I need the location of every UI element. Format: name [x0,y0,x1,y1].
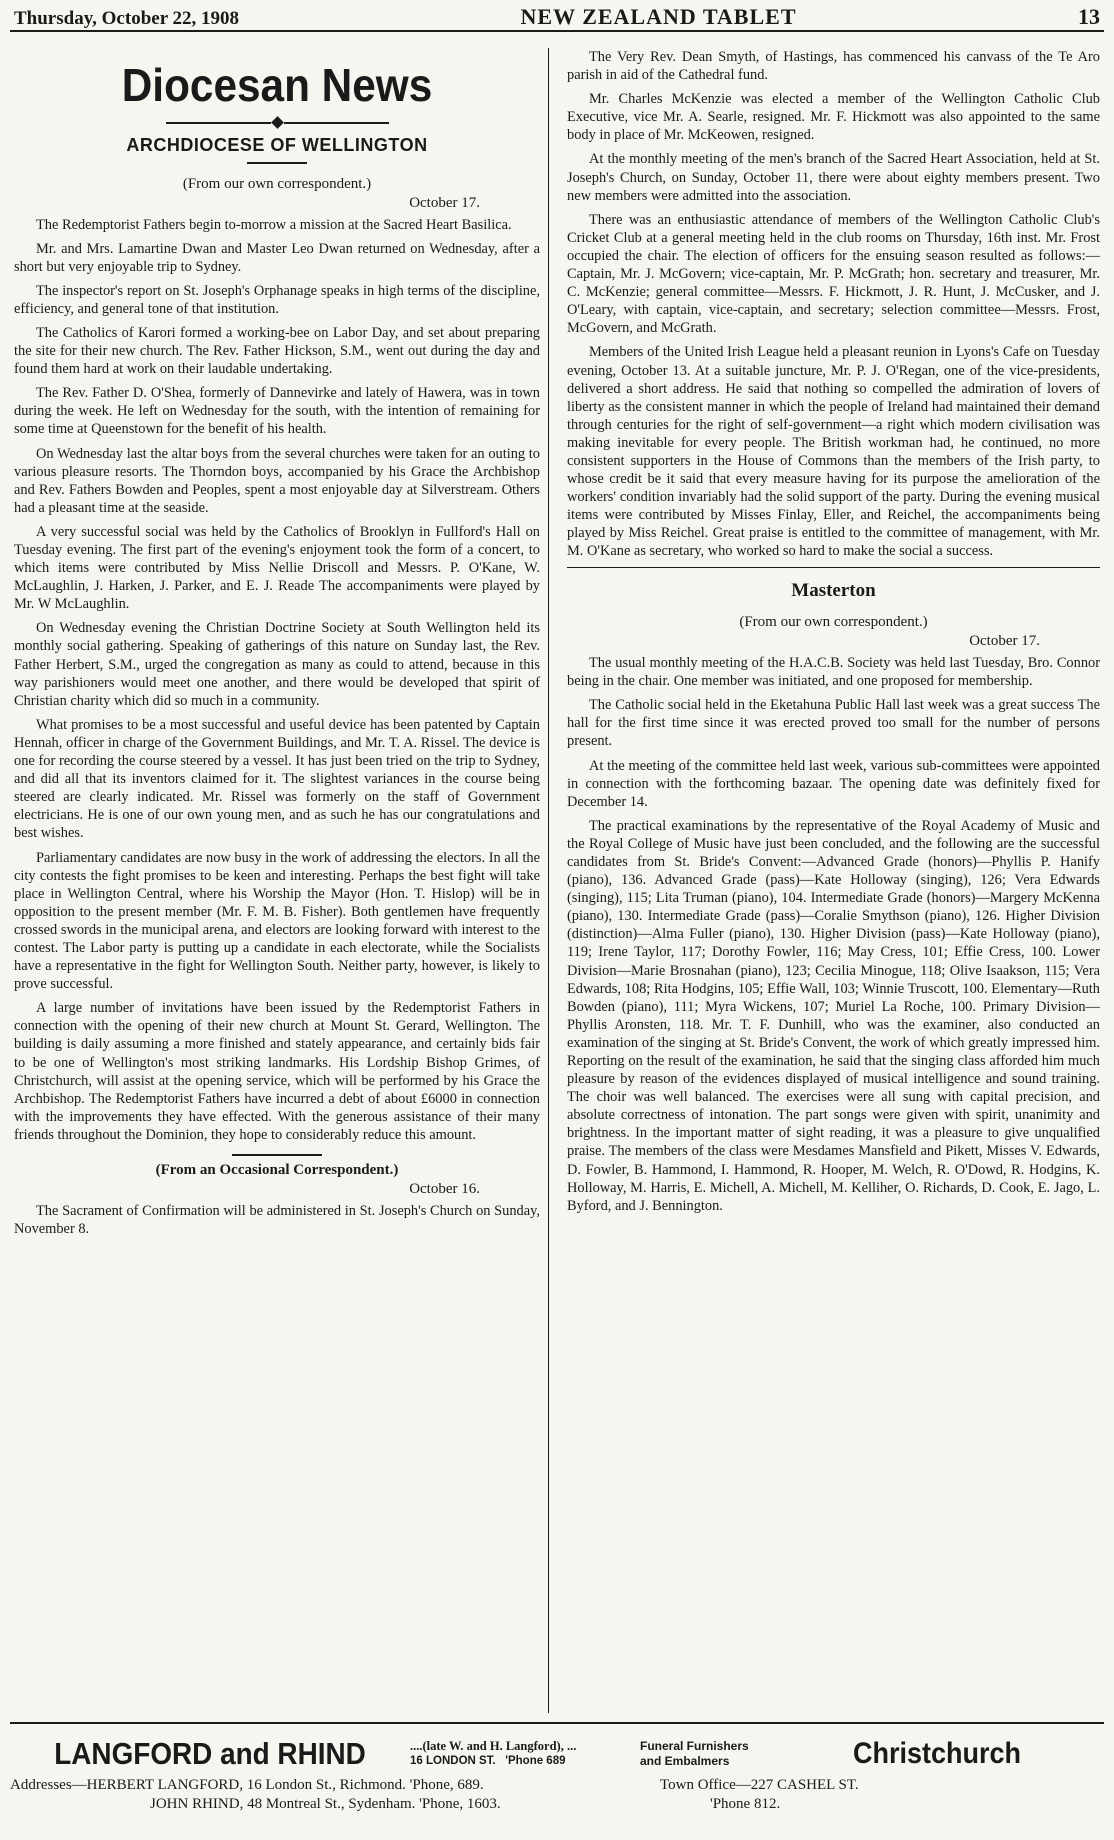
left-paragraphs [14,216,540,1145]
article-columns [10,48,1104,1713]
article-paragraph: On Wednesday evening the Christian Doctrine Society at South Wellington held its monthly social gathering. Speaking of gatherings of this nature on Sunday last, the Rev. Father Herbert, S.M., urged the congregation as many as could to attend, because in this way parishioners would meet one another, and there would be developed that spirit of Christian charity which did so much in a community. [14,620,540,709]
article-paragraph: Members of the United Irish League held a pleasant reunion in Lyons's Cafe on Tuesday evening, October 13. At a suitable juncture, Mr. P. J. O'Regan, one of the vice-presidents, delivered a short address. He said that nothing so compelled the admiration of lovers of liberty as the consistent manner in which the people of Ireland had maintained their demand through centuries for the right of self-government—a right which modern civilisation was making inevitable for every people. The British workman had, he continued, no more consistent supporters in the House of Commons than the members of the Irish party, to whose credit be it said that every measure having for its purpose the amelioration of the workers' condition invariably had the solid support of the party. During the evening musical items were contributed by Misses Finlay, Eller, and Reichel, the accompaniments being played by Miss Reichel. Great praise is entitled to the committee of management, with Mr. M. O'Kane as secretary, who worked so hard to make the social a success. [567,344,1100,560]
article-paragraph: At the monthly meeting of the men's branch of the Sacred Heart Association, held at St. Joseph's Church, on Sunday, October 11, there were about eighty members present. Two new members were admitted into the association. [567,151,1100,204]
ad-town-office: Town Office—227 CASHEL ST. [660,1777,859,1793]
left-paragraphs-2 [14,1202,540,1238]
masthead [10,0,1104,32]
section-title: Diocesan News [121,59,433,111]
ad-business-name: LANGFORD and RHIND [54,1736,366,1771]
article-paragraph: Mr. and Mrs. Lamartine Dwan and Master Leo Dwan returned on Wednesday, after a short but very enjoyable trip to Sydney. [14,240,540,275]
ad-address-1: Addresses—HERBERT LANGFORD, 16 London St., Richmond. 'Phone, 689. [10,1777,484,1793]
article-paragraph: The Very Rev. Dean Smyth, of Hastings, has commenced his canvass of the Te Aro parish in aid of the Cathedral fund. [567,49,1100,84]
correspondent-line: (From our own correspondent.) [182,175,372,192]
divider [567,567,1100,569]
ad-phone-short: 'Phone 689 [505,1755,566,1767]
article-paragraph: On Wednesday last the altar boys from the several churches were taken for an outing to various pleasure resorts. The Thorndon boys, accompanied by his Grace the Archbishop and Rev. Fathers Bowden and Peoples, spent a most enjoyable day at Silverstream. Others had a pleasant time at the seaside. [14,445,540,516]
article-paragraph: The inspector's report on St. Joseph's Orphanage speaks in high terms of the discipline, efficiency, and general tone of that institution. [14,282,540,317]
newspaper-title: NEW ZEALAND TABLET [520,4,797,29]
ad-address-short: 16 LONDON ST. [410,1755,496,1767]
page-number: 13 [1078,4,1100,29]
article-paragraph: Parliamentary candidates are now busy in the work of addressing the electors. In all the city contests the fight promises to be keen and interesting. Perhaps the best fight will take place in Wellington Central, where his Worship the Mayor (Hon. T. Hislop) will be in opposition to the present member (Mr. F. M. B. Fisher). Both gentlemen have frequently crossed swords in the municipal arena, and electors are looking forward with interest to the contest. The Labor party is putting up a candidate in each electorate, while the Socialists have a representative in the fight for Wellington South. Neither party, however, is likely to prove successful. [14,849,540,993]
left-column [10,48,548,1713]
article-paragraph: The practical examinations by the representative of the Royal Academy of Music and the Royal College of Music have just been concluded, and the following are the successful candidates from St. Bride's Convent:—Advanced Grade (honors)—Phyllis P. Hanify (piano), 136. Advanced Grade (pass)—Kate Holloway (singing), 126; Vera Edwards (singing), 115; Lita Truman (piano), 104. Intermediate Grade (honors)—Margery McKenna (piano), 130. Intermediate Grade (pass)—Coralie Smythson (piano), 126. Higher Division (distinction)—Alma Fuller (piano), 130. Higher Division (pass)—Kate Holloway (piano), 119; Irene Taylor, 117; Dorothy Fowler, 116; May Cress, 101; Effie Cress, 100. Lower Division—Marie Brosnahan (piano), 123; Cecilia Minogue, 118; Olive Isaakson, 115; Vera Edwards, 108; Rita Hodgins, 105; Effie Wall, 103; Winnie Truscott, 100. Elementary—Ruth Bowden (piano), 111; Myra Wickens, 107; Muriel La Roche, 100. Primary Division—Phyllis Aronsten, 118. Mr. T. F. Dunhill, who was the examiner, also conducted an examination of the singing at St. Bride's Convent, the work of which greatly impressed him. Reporting on the result of the examination, he said that the singing class afforded him much pleasure by reason of the evidences displayed of musical intelligence and sound training. The choir was well balanced. The exercises were all sung with capital precision, and absolute correctness of intonation. The part songs were given with spirit, unanimity and brightness. In the important matter of sight reading, it was a pleasure to give unqualified praise. The members of the class were Mesdames Mansfield and Pikett, Misses V. Edwards, D. Fowler, B. Hammond, I. Hammond, R. Hooper, M. Welch, R. O'Dowd, R. Hodgins, K. Holloway, M. Harris, E. Michell, A. Michell, M. Kelliher, O. Richards, D. Cook, E. Jago, L. Byford, and J. Bennington. [567,817,1100,1214]
article-paragraph: The Sacrament of Confirmation will be administered in St. Joseph's Church on Sunday, November 8. [14,1202,540,1237]
article-paragraph: The Catholic social held in the Eketahuna Public Hall last week was a great success The hall for the first time since it was erected proved too small for the number of persons present. [567,697,1100,750]
article-paragraph: At the meeting of the committee held last week, various sub-committees were appointed in connection with the forthcoming bazaar. The opening date was definitely fixed for December 14. [567,757,1100,810]
ad-funeral-line-1: Funeral Furnishers [640,1739,749,1753]
ad-address-2: JOHN RHIND, 48 Montreal St., Sydenham. 'Phone, 1603. [150,1796,501,1812]
divider [232,1154,322,1156]
ad-funeral-line-2: and Embalmers [640,1754,730,1768]
title-ornament [14,118,540,127]
article-paragraph: Mr. Charles McKenzie was elected a member of the Wellington Catholic Club Executive, vice Mr. A. Searle, resigned. Mr. F. Hickmott was also appointed to the same body in place of Mr. McKeowen, resigned. [567,91,1100,144]
ad-town-phone: 'Phone 812. [710,1796,781,1812]
archdiocese-heading: ARCHDIOCESE OF WELLINGTON [126,135,428,155]
right-column [548,48,1104,1713]
correspondent-line: (From our own correspondent.) [739,614,928,631]
divider [247,162,307,164]
article-paragraph: There was an enthusiastic attendance of members of the Wellington Catholic Club's Cricket Club at a general meeting held in the club rooms on Thursday, 16th inst. Mr. Frost occupied the chair. The election of officers for the ensuing season resulted as follows:—Captain, Mr. J. McGovern; vice-captain, Mr. P. McGrath; hon. secretary and treasurer, Mr. C. McKenzie; general committee—Messrs. F. Hickmott, J. R. Hunt, J. McCusker, and J. O'Leary, with captain, vice-captain, and secretary; selection committee—Messrs. Frost, McGovern, and McGrath. [567,211,1100,337]
issue-date: Thursday, October 22, 1908 [14,8,240,29]
advertisement [10,1722,1104,1838]
article-paragraph: The usual monthly meeting of the H.A.C.B. Society was held last Tuesday, Bro. Connor being in the chair. One member was initiated, and one proposed for membership. [567,655,1100,690]
dateline: October 17. [969,633,1040,650]
article-paragraph: The Redemptorist Fathers begin to-morrow a mission at the Sacred Heart Basilica. [36,216,512,233]
ad-late-note: ....(late W. and H. Langford), ... [410,1739,577,1753]
article-paragraph: The Rev. Father D. O'Shea, formerly of Dannevirke and lately of Hawera, was in town during the week. He left on Wednesday for the south, with the intention of remaining for some time at Queenstown for the benefit of his health. [14,385,540,438]
right-paragraphs-2 [567,654,1100,1215]
article-paragraph: The Catholics of Karori formed a working-bee on Labor Day, and set about preparing the site for their new church. The Rev. Father Hickson, S.M., went out during the day and found them hard at work on their laudable undertaking. [14,324,540,378]
article-paragraph: What promises to be a most successful and useful device has been patented by Captain Hennah, officer in charge of the Government Buildings, and Mr. T. A. Rissel. The device is one for recording the course steered by a vessel. It has just been tried on the trip to Sydney, and did all that its inventors claimed for it. The slightest variances in the course being steered are clearly indicated. Mr. Rissel was formerly on the staff of Government electricians. He is one of our own young men, and as such he has our congratulations and best wishes. [14,716,540,842]
ad-city: Christchurch [852,1737,1022,1770]
article-paragraph: A large number of invitations have been issued by the Redemptorist Fathers in connection with the opening of their new church at Mount St. Gerard, Wellington. The building is daily assuming a more finished and stately appearance, and certainly bids fair to be one of Wellington's most striking landmarks. His Lordship Bishop Grimes, of Christchurch, will assist at the opening service, which will be performed by his Grace the Archbishop. The Redemptorist Fathers have incurred a debt of about £6000 in connection with the improvements they have effected. With the generous assistance of their many friends throughout the Dominion, they hope to considerably reduce this amount. [14,1000,540,1143]
masterton-heading: Masterton [791,580,876,602]
dateline-2: October 16. [409,1180,480,1197]
occasional-correspondent-line: (From an Occasional Correspondent.) [155,1161,399,1178]
dateline: October 17. [409,194,480,211]
right-paragraphs [567,48,1100,561]
article-paragraph: A very successful social was held by the Catholics of Brooklyn in Fullford's Hall on Tuesday evening. The first part of the evening's enjoyment took the form of a concert, to which items were contributed by Miss Nellie Driscoll and Messrs. P. O'Kane, W. McLaughlin, J. Harken, J. Parker, and E. J. Reade The accompaniments were played by Mr. W McLaughlin. [14,523,540,613]
